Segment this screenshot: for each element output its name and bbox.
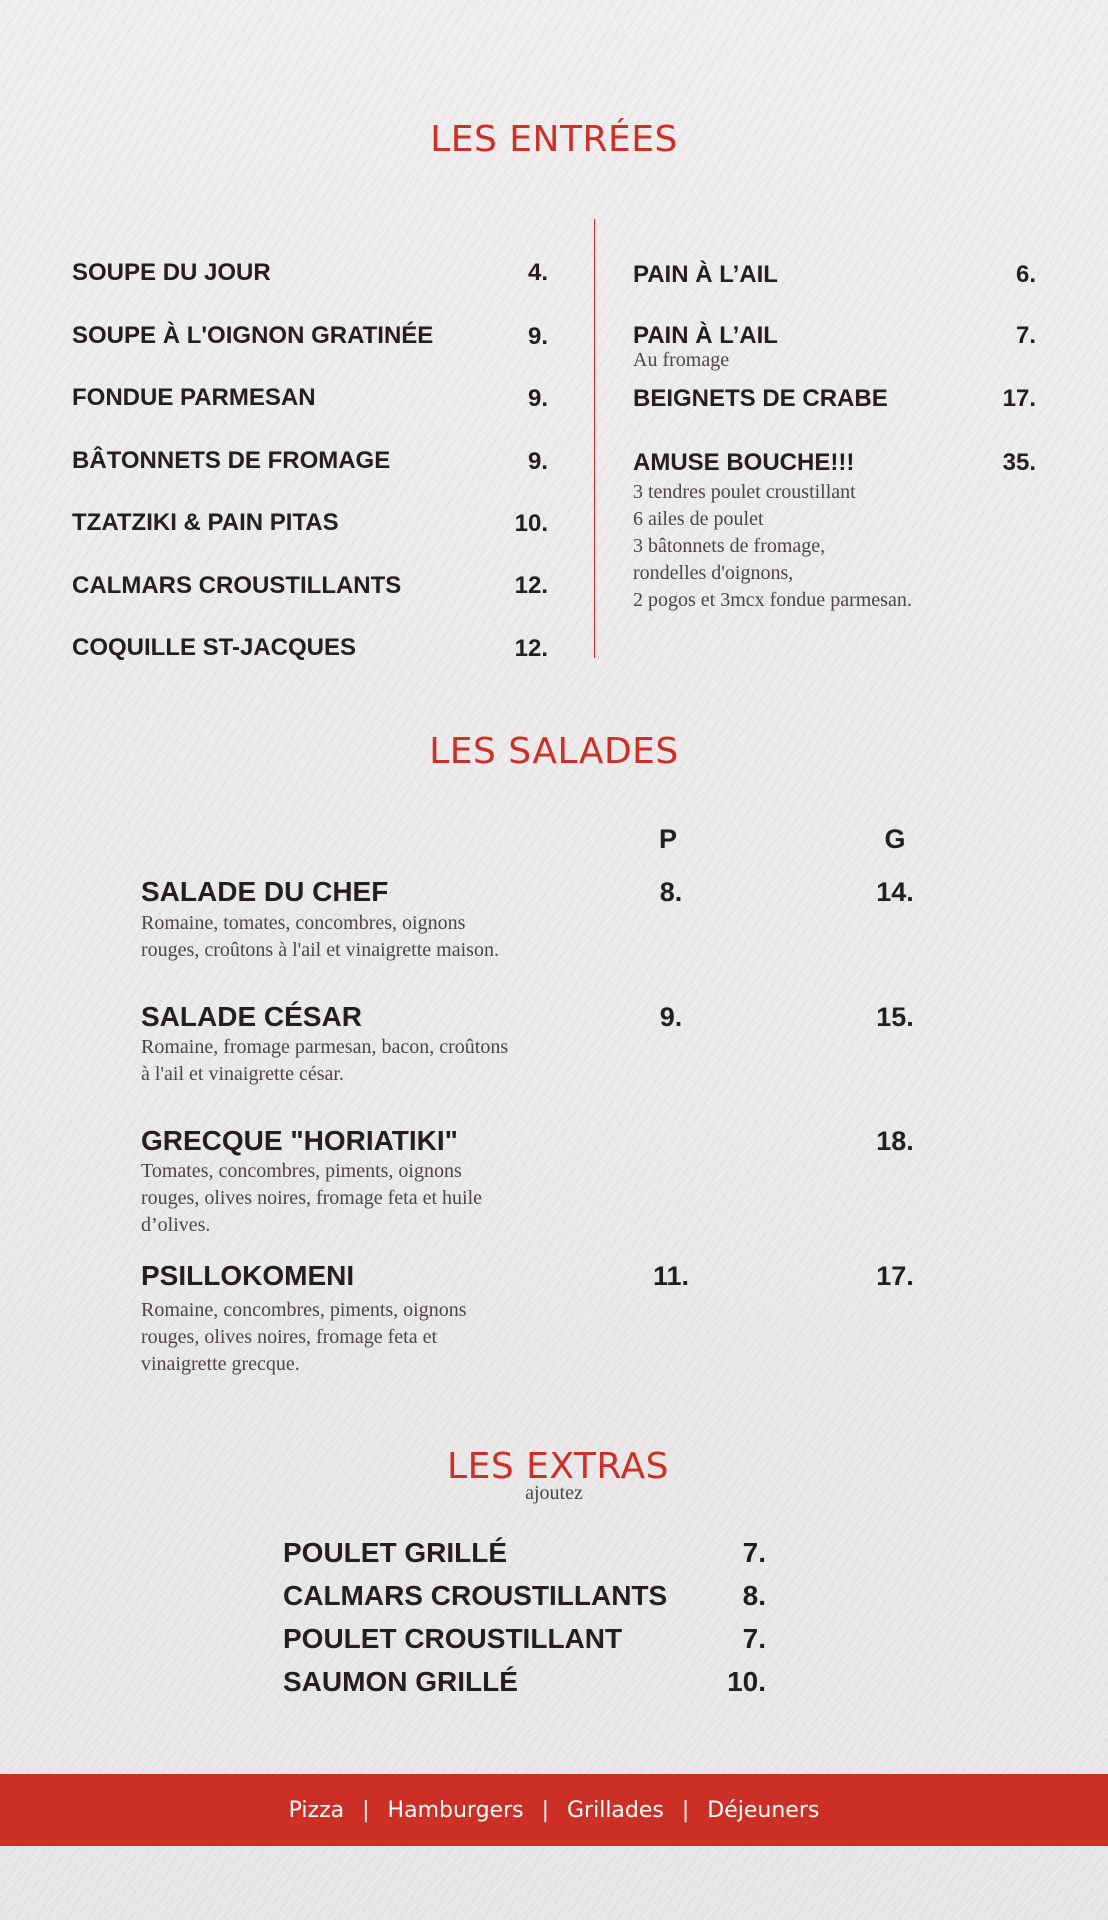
footer-link-grillades[interactable]: Grillades xyxy=(567,1797,664,1823)
menu-item-name: TZATZIKI & PAIN PITAS xyxy=(72,509,339,536)
salad-large-price: 17. xyxy=(876,1261,914,1291)
extra-price: 7. xyxy=(742,1537,766,1568)
small-size-header: P xyxy=(658,824,677,854)
salad-small-price: 11. xyxy=(652,1261,690,1291)
salad-large-price: 14. xyxy=(876,877,914,907)
salad-description: Romaine, tomates, concombres, oignons xyxy=(141,912,466,934)
footer-link-dejeuners[interactable]: Déjeuners xyxy=(707,1797,820,1823)
menu-item-price: 10. xyxy=(514,510,548,537)
column-divider xyxy=(594,219,595,658)
menu-item-name: SOUPE DU JOUR xyxy=(72,259,271,286)
salad-description: Romaine, concombres, piments, oignons xyxy=(141,1299,467,1321)
menu-item-name: PAIN À L’AIL xyxy=(633,322,778,349)
salad-name: GRECQUE "HORIATIKI" xyxy=(141,1125,458,1156)
menu-item-price: 12. xyxy=(514,572,548,599)
salad-description: rouges, croûtons à l'ail et vinaigrette maison. xyxy=(141,939,499,961)
menu-item-price: 17. xyxy=(1002,385,1036,412)
menu-item-description: 3 bâtonnets de fromage, xyxy=(633,535,826,557)
extra-name: SAUMON GRILLÉ xyxy=(283,1666,518,1697)
extras-title: LES EXTRAS xyxy=(447,1446,669,1487)
salad-description: d’olives. xyxy=(141,1214,211,1236)
footer-separator: | xyxy=(362,1797,370,1823)
menu-item-price: 9. xyxy=(527,385,548,412)
menu-item-price: 4. xyxy=(527,259,548,286)
menu-item-name: AMUSE BOUCHE!!! xyxy=(633,449,855,476)
salad-description: vinaigrette grecque. xyxy=(141,1353,300,1375)
menu-item-price: 7. xyxy=(1015,322,1036,349)
salades-title: LES SALADES xyxy=(429,731,679,772)
salad-description: rouges, olives noires, fromage feta et xyxy=(141,1326,438,1348)
menu-item-name: BEIGNETS DE CRABE xyxy=(633,385,888,412)
extra-price: 10. xyxy=(727,1666,766,1697)
salad-small-price: 9. xyxy=(659,1002,683,1032)
footer-link-hamburgers[interactable]: Hamburgers xyxy=(387,1797,524,1823)
menu-item-name: PAIN À L’AIL xyxy=(633,261,778,288)
menu-item-name: FONDUE PARMESAN xyxy=(72,384,316,411)
menu-item-description: rondelles d'oignons, xyxy=(633,562,794,584)
menu-item-price: 9. xyxy=(527,323,548,350)
menu-item-name: BÂTONNETS DE FROMAGE xyxy=(72,447,391,474)
menu-item-description: 3 tendres poulet croustillant xyxy=(633,481,856,503)
extra-name: POULET GRILLÉ xyxy=(283,1537,507,1568)
salad-description: Tomates, concombres, piments, oignons xyxy=(141,1160,462,1182)
salad-large-price: 18. xyxy=(876,1126,914,1156)
menu-item-name: SOUPE À L'OIGNON GRATINÉE xyxy=(72,322,434,349)
menu-item-price: 35. xyxy=(1002,449,1036,476)
menu-item-price: 6. xyxy=(1015,261,1036,288)
menu-item-name: COQUILLE ST-JACQUES xyxy=(72,634,357,661)
extra-name: POULET CROUSTILLANT xyxy=(283,1623,623,1654)
salad-description: à l'ail et vinaigrette césar. xyxy=(141,1063,344,1085)
salad-name: SALADE CÉSAR xyxy=(141,1001,362,1032)
extras-subtitle: ajoutez xyxy=(525,1482,583,1504)
footer-separator: | xyxy=(681,1797,690,1823)
salad-description: Romaine, fromage parmesan, bacon, croûtons xyxy=(141,1036,509,1058)
salad-name: SALADE DU CHEF xyxy=(141,876,389,907)
large-size-header: G xyxy=(884,824,906,854)
salad-small-price: 8. xyxy=(659,877,683,907)
menu-item-description: 6 ailes de poulet xyxy=(633,508,764,530)
footer-category-bar xyxy=(0,1774,1108,1846)
salad-description: rouges, olives noires, fromage feta et huile xyxy=(141,1187,482,1209)
extra-price: 7. xyxy=(742,1623,766,1654)
footer-link-pizza[interactable]: Pizza xyxy=(288,1797,345,1823)
menu-item-price: 12. xyxy=(514,635,548,662)
salad-name: PSILLOKOMENI xyxy=(141,1260,355,1291)
menu-item-description: Au fromage xyxy=(633,349,730,371)
menu-item-description: 2 pogos et 3mcx fondue parmesan. xyxy=(633,589,912,611)
salad-large-price: 15. xyxy=(876,1002,914,1032)
footer-separator: | xyxy=(541,1797,549,1823)
entrees-title: LES ENTRÉES xyxy=(430,119,678,160)
extra-price: 8. xyxy=(742,1580,766,1611)
menu-item-price: 9. xyxy=(527,448,548,475)
extra-name: CALMARS CROUSTILLANTS xyxy=(283,1580,668,1611)
menu-item-name: CALMARS CROUSTILLANTS xyxy=(72,572,402,599)
